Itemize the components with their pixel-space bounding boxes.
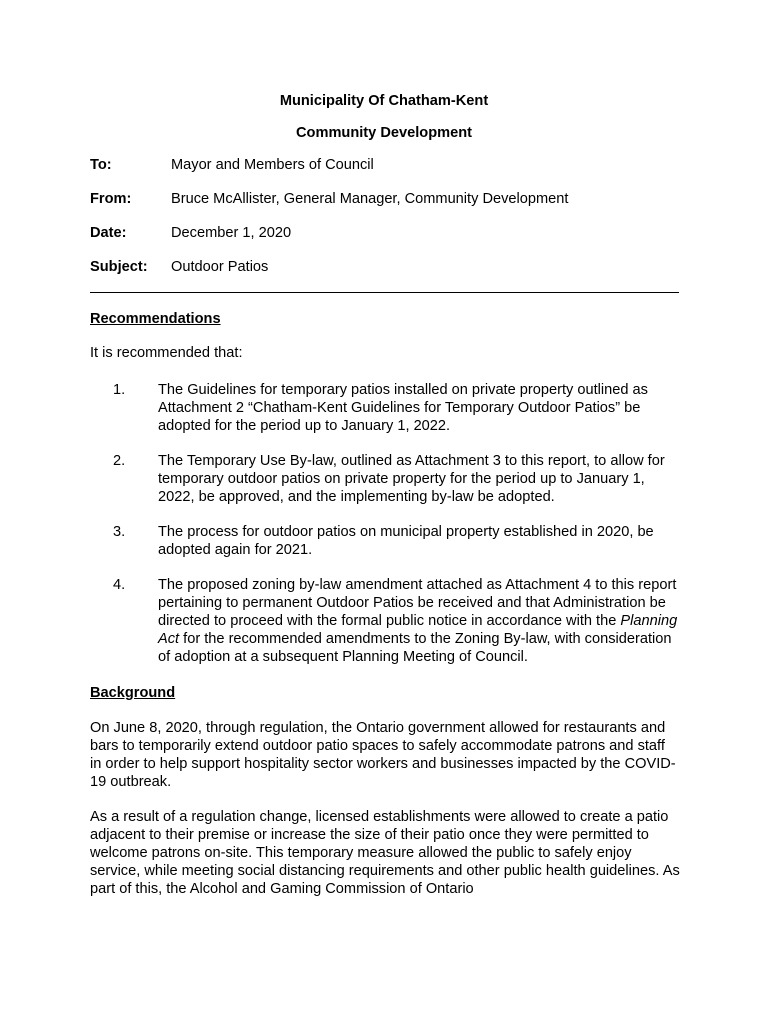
memo-subject-row	[90, 258, 680, 277]
header-divider	[90, 292, 679, 293]
list-item-number: 3.	[113, 524, 126, 540]
memo-subject-label: Subject:	[90, 259, 148, 275]
planning-act-reference: Planning Act	[158, 613, 678, 647]
recommendations-list	[90, 381, 680, 666]
background-heading: Background	[90, 685, 176, 701]
list-item	[90, 576, 680, 666]
memo-header	[90, 156, 680, 277]
memo-to-row	[90, 156, 680, 175]
list-item	[90, 523, 680, 559]
list-item-text: The Guidelines for temporary patios installed on private property outlined as Attachment 2 “Chatham-Kent Guidelines for Temporary Outdoor Patios” be adopted for the period up to January 1, 2022.	[158, 382, 648, 434]
memo-from-row	[90, 190, 680, 209]
list-item-number: 2.	[113, 453, 126, 469]
memo-subject-value: Outdoor Patios	[171, 259, 269, 275]
memo-to-value: Mayor and Members of Council	[171, 157, 374, 173]
department-title: Community Development	[296, 125, 472, 141]
list-item-text-part: The proposed zoning by-law amendment attached as Attachment 4 to this report pertaining to permanent Outdoor Patios be received and that Administration be directed to proceed with the formal public notice in accordance with the	[158, 577, 677, 629]
organization-title: Municipality Of Chatham-Kent	[279, 93, 489, 109]
background-paragraph: As a result of a regulation change, licensed establishments were allowed to create a patio adjacent to their premise or increase the size of their patio once they were permitted to welcome patrons on-site. This temporary measure allowed the public to safely enjoy service, while meeting social distancing requirements and other public health guidelines. As part of this, the Alcohol and Gaming Commission of Ontario	[90, 809, 680, 897]
memo-date-row	[90, 224, 680, 243]
document-page	[90, 92, 680, 898]
background-paragraph: On June 8, 2020, through regulation, the Ontario government allowed for restaurants and bars to temporarily extend outdoor patio spaces to safely accommodate patrons and staff in order to help support hospitality sector workers and businesses impacted by the COVID-19 outbreak.	[90, 720, 676, 790]
list-item-text: The Temporary Use By-law, outlined as Attachment 3 to this report, to allow for temporary outdoor patios on private property for the period up to January 1, 2022, be approved, and the implementing by-law be adopted.	[158, 453, 665, 505]
list-item	[90, 381, 680, 435]
memo-date-value: December 1, 2020	[171, 225, 292, 241]
list-item-text: The process for outdoor patios on municipal property established in 2020, be adopted again for 2021.	[158, 524, 654, 558]
recommendations-heading: Recommendations	[90, 311, 221, 327]
memo-to-label: To:	[90, 157, 112, 173]
memo-from-label: From:	[90, 191, 132, 207]
recommendations-intro: It is recommended that:	[90, 345, 243, 361]
list-item-text-part: for the recommended amendments to the Zoning By-law, with consideration of adoption at a subsequent Planning Meeting of Council.	[158, 631, 672, 665]
memo-date-label: Date:	[90, 225, 127, 241]
list-item-text	[158, 576, 680, 666]
memo-from-value: Bruce McAllister, General Manager, Community Development	[171, 191, 569, 207]
list-item-number: 1.	[113, 382, 126, 398]
list-item-number: 4.	[113, 577, 126, 593]
list-item	[90, 452, 680, 506]
